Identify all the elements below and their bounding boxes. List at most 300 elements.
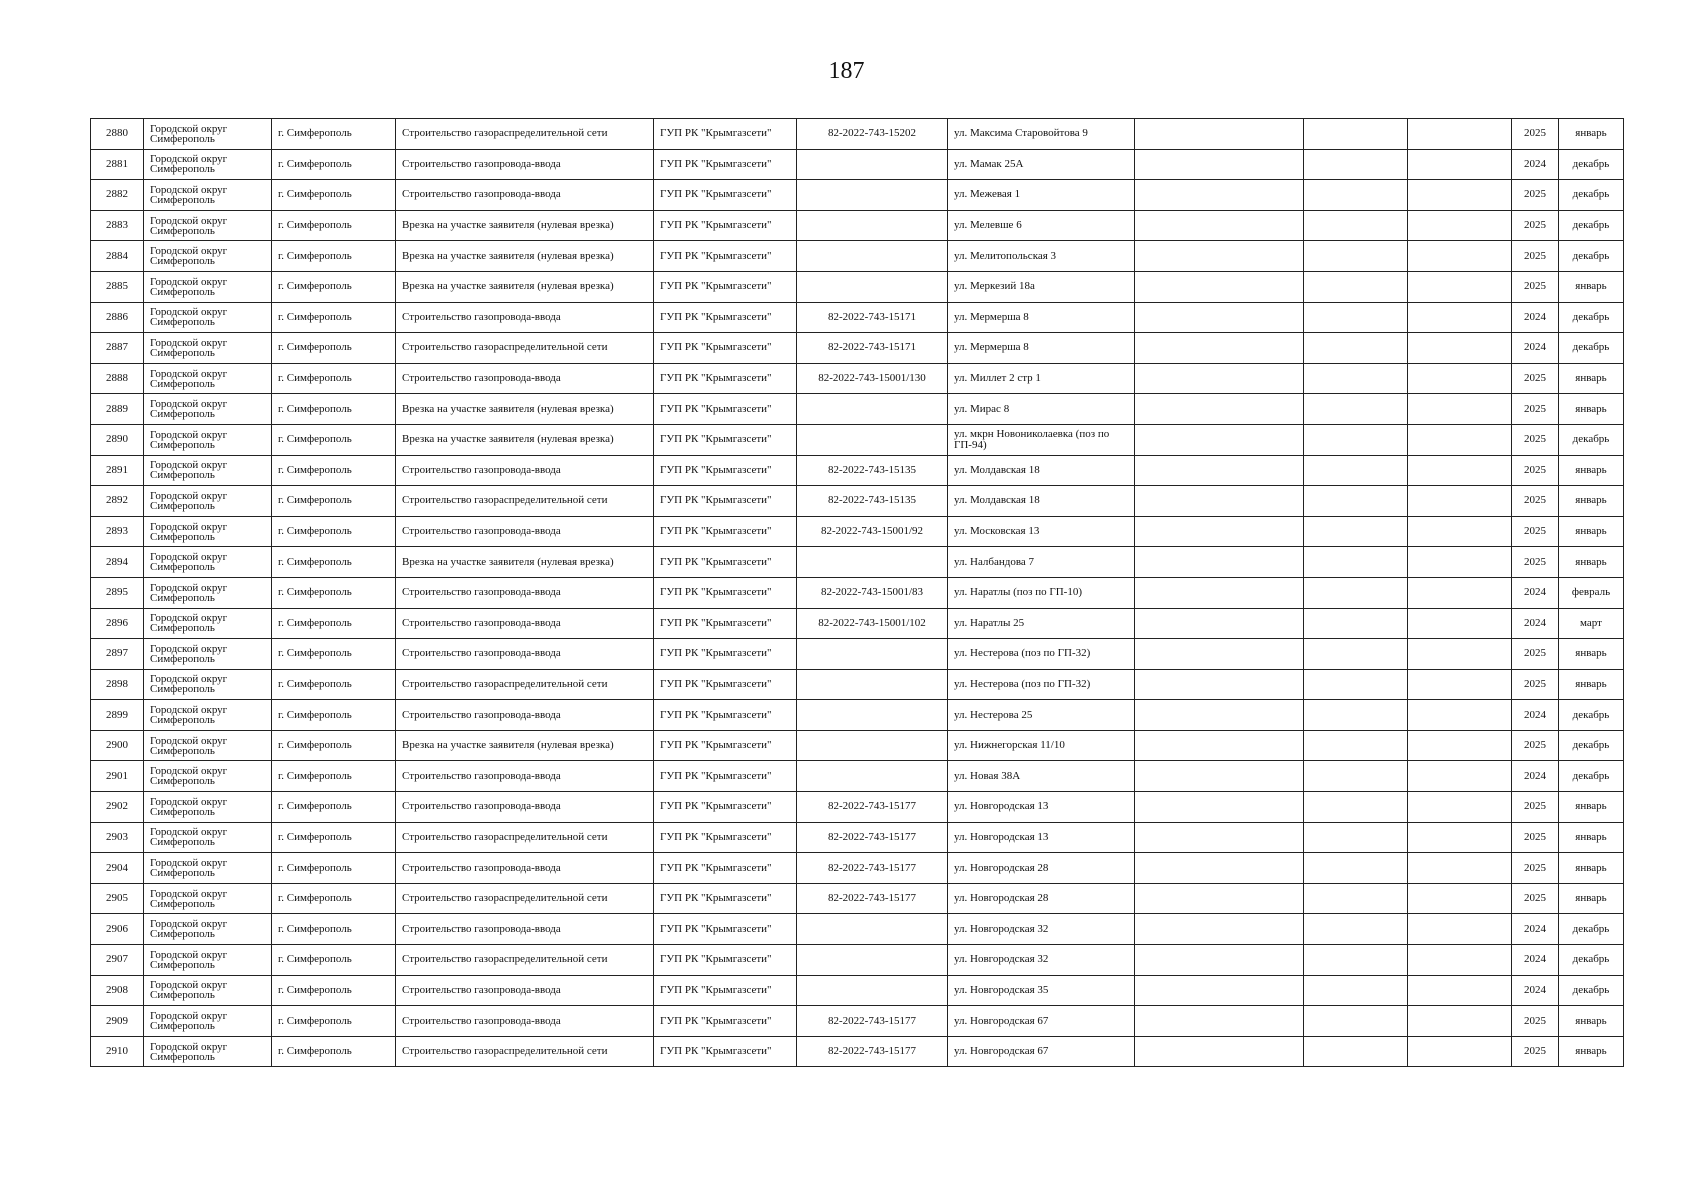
cell-num: 2890 <box>91 424 144 455</box>
cell-addr: ул. Нестерова (поз по ГП-32) <box>948 639 1135 670</box>
cell-city: г. Симферополь <box>272 424 396 455</box>
cell-e1 <box>1135 608 1304 639</box>
cell-year: 2025 <box>1512 547 1559 578</box>
cell-num: 2893 <box>91 516 144 547</box>
cell-org: ГУП РК "Крымгазсети" <box>654 302 797 333</box>
cell-year: 2025 <box>1512 119 1559 150</box>
cell-e2 <box>1304 1006 1408 1037</box>
cell-cad: 82-2022-743-15001/102 <box>797 608 948 639</box>
cell-e2 <box>1304 822 1408 853</box>
cell-e3 <box>1408 853 1512 884</box>
cell-e1 <box>1135 424 1304 455</box>
cell-e1 <box>1135 669 1304 700</box>
cell-work: Строительство газопровода-ввода <box>396 363 654 394</box>
cell-district: Городской округ Симферополь <box>144 333 272 364</box>
cell-work: Врезка на участке заявителя (нулевая врезка) <box>396 424 654 455</box>
cell-district: Городской округ Симферополь <box>144 241 272 272</box>
cell-org: ГУП РК "Крымгазсети" <box>654 516 797 547</box>
cell-e1 <box>1135 1006 1304 1037</box>
cell-org: ГУП РК "Крымгазсети" <box>654 853 797 884</box>
cell-year: 2024 <box>1512 577 1559 608</box>
cell-year: 2024 <box>1512 149 1559 180</box>
cell-month: январь <box>1559 792 1624 823</box>
cell-month: январь <box>1559 394 1624 425</box>
cell-month: март <box>1559 608 1624 639</box>
cell-month: февраль <box>1559 577 1624 608</box>
page-number: 187 <box>828 58 865 84</box>
cell-addr: ул. Максима Старовойтова 9 <box>948 119 1135 150</box>
cell-month: декабрь <box>1559 914 1624 945</box>
cell-month: декабрь <box>1559 210 1624 241</box>
cell-cad: 82-2022-743-15171 <box>797 333 948 364</box>
table-row <box>91 547 1624 578</box>
cell-org: ГУП РК "Крымгазсети" <box>654 333 797 364</box>
cell-e2 <box>1304 883 1408 914</box>
cell-year: 2025 <box>1512 455 1559 486</box>
cell-e3 <box>1408 730 1512 761</box>
cell-addr: ул. Молдавская 18 <box>948 486 1135 517</box>
table-row <box>91 669 1624 700</box>
cell-cad <box>797 945 948 976</box>
cell-year: 2025 <box>1512 792 1559 823</box>
cell-e3 <box>1408 792 1512 823</box>
table-row <box>91 271 1624 302</box>
cell-month: январь <box>1559 639 1624 670</box>
cell-e3 <box>1408 424 1512 455</box>
cell-work: Строительство газораспределительной сети <box>396 822 654 853</box>
cell-e2 <box>1304 945 1408 976</box>
cell-city: г. Симферополь <box>272 210 396 241</box>
cell-e2 <box>1304 1036 1408 1067</box>
cell-e1 <box>1135 333 1304 364</box>
cell-addr: ул. Мермерша 8 <box>948 302 1135 333</box>
cell-work: Врезка на участке заявителя (нулевая врезка) <box>396 394 654 425</box>
cell-cad <box>797 424 948 455</box>
cell-e3 <box>1408 761 1512 792</box>
cell-e2 <box>1304 730 1408 761</box>
cell-work: Строительство газораспределительной сети <box>396 1036 654 1067</box>
cell-work: Строительство газопровода-ввода <box>396 455 654 486</box>
cell-city: г. Симферополь <box>272 547 396 578</box>
cell-work: Строительство газопровода-ввода <box>396 302 654 333</box>
cell-e3 <box>1408 608 1512 639</box>
cell-year: 2025 <box>1512 486 1559 517</box>
cell-e3 <box>1408 363 1512 394</box>
cell-org: ГУП РК "Крымгазсети" <box>654 608 797 639</box>
cell-month: январь <box>1559 853 1624 884</box>
cell-e3 <box>1408 883 1512 914</box>
cell-year: 2025 <box>1512 669 1559 700</box>
cell-work: Строительство газопровода-ввода <box>396 761 654 792</box>
cell-e1 <box>1135 730 1304 761</box>
table-row <box>91 119 1624 150</box>
cell-cad: 82-2022-743-15177 <box>797 822 948 853</box>
cell-e3 <box>1408 119 1512 150</box>
cell-org: ГУП РК "Крымгазсети" <box>654 669 797 700</box>
cell-district: Городской округ Симферополь <box>144 486 272 517</box>
cell-month: январь <box>1559 669 1624 700</box>
cell-org: ГУП РК "Крымгазсети" <box>654 1006 797 1037</box>
cell-org: ГУП РК "Крымгазсети" <box>654 180 797 211</box>
table-row <box>91 424 1624 455</box>
cell-year: 2025 <box>1512 639 1559 670</box>
table-row <box>91 363 1624 394</box>
cell-cad <box>797 700 948 731</box>
cell-month: январь <box>1559 486 1624 517</box>
cell-e2 <box>1304 516 1408 547</box>
cell-city: г. Симферополь <box>272 241 396 272</box>
cell-e3 <box>1408 210 1512 241</box>
cell-year: 2024 <box>1512 761 1559 792</box>
cell-e2 <box>1304 363 1408 394</box>
cell-work: Строительство газопровода-ввода <box>396 639 654 670</box>
cell-num: 2891 <box>91 455 144 486</box>
cell-num: 2898 <box>91 669 144 700</box>
cell-addr: ул. Московская 13 <box>948 516 1135 547</box>
cell-year: 2025 <box>1512 853 1559 884</box>
cell-district: Городской округ Симферополь <box>144 975 272 1006</box>
table-row <box>91 210 1624 241</box>
cell-district: Городской округ Симферополь <box>144 394 272 425</box>
cell-month: январь <box>1559 363 1624 394</box>
cell-addr: ул. Межевая 1 <box>948 180 1135 211</box>
cell-num: 2908 <box>91 975 144 1006</box>
cell-num: 2889 <box>91 394 144 425</box>
cell-num: 2902 <box>91 792 144 823</box>
cell-e1 <box>1135 302 1304 333</box>
cell-cad <box>797 669 948 700</box>
cell-district: Городской округ Симферополь <box>144 761 272 792</box>
table-row <box>91 486 1624 517</box>
cell-city: г. Симферополь <box>272 669 396 700</box>
table-row <box>91 149 1624 180</box>
table-row <box>91 914 1624 945</box>
cell-num: 2887 <box>91 333 144 364</box>
cell-city: г. Симферополь <box>272 761 396 792</box>
cell-district: Городской округ Симферополь <box>144 1006 272 1037</box>
cell-month: декабрь <box>1559 180 1624 211</box>
cell-year: 2025 <box>1512 210 1559 241</box>
cell-month: декабрь <box>1559 700 1624 731</box>
cell-org: ГУП РК "Крымгазсети" <box>654 119 797 150</box>
cell-work: Строительство газопровода-ввода <box>396 608 654 639</box>
cell-e2 <box>1304 149 1408 180</box>
cell-addr: ул. Налбандова 7 <box>948 547 1135 578</box>
cell-work: Строительство газораспределительной сети <box>396 883 654 914</box>
cell-city: г. Симферополь <box>272 914 396 945</box>
cell-addr: ул. Мамак 25А <box>948 149 1135 180</box>
cell-district: Городской округ Симферополь <box>144 271 272 302</box>
cell-month: декабрь <box>1559 149 1624 180</box>
cell-e1 <box>1135 486 1304 517</box>
cell-district: Городской округ Симферополь <box>144 455 272 486</box>
cell-month: январь <box>1559 516 1624 547</box>
cell-e1 <box>1135 149 1304 180</box>
cell-cad: 82-2022-743-15135 <box>797 486 948 517</box>
cell-cad: 82-2022-743-15177 <box>797 1036 948 1067</box>
cell-month: декабрь <box>1559 424 1624 455</box>
table-body <box>91 119 1624 1067</box>
cell-e2 <box>1304 975 1408 1006</box>
cell-work: Строительство газопровода-ввода <box>396 577 654 608</box>
cell-year: 2025 <box>1512 394 1559 425</box>
cell-district: Городской округ Симферополь <box>144 302 272 333</box>
cell-e1 <box>1135 180 1304 211</box>
cell-e3 <box>1408 271 1512 302</box>
cell-e1 <box>1135 1036 1304 1067</box>
cell-city: г. Симферополь <box>272 486 396 517</box>
cell-year: 2025 <box>1512 241 1559 272</box>
cell-city: г. Симферополь <box>272 455 396 486</box>
cell-district: Городской округ Симферополь <box>144 180 272 211</box>
cell-district: Городской округ Симферополь <box>144 210 272 241</box>
cell-e2 <box>1304 608 1408 639</box>
cell-num: 2901 <box>91 761 144 792</box>
cell-addr: ул. Мелитопольская 3 <box>948 241 1135 272</box>
cell-e3 <box>1408 577 1512 608</box>
cell-e3 <box>1408 822 1512 853</box>
cell-e2 <box>1304 577 1408 608</box>
cell-org: ГУП РК "Крымгазсети" <box>654 149 797 180</box>
cell-e2 <box>1304 700 1408 731</box>
cell-e1 <box>1135 822 1304 853</box>
cell-city: г. Симферополь <box>272 883 396 914</box>
cell-city: г. Симферополь <box>272 149 396 180</box>
cell-cad <box>797 639 948 670</box>
cell-city: г. Симферополь <box>272 1006 396 1037</box>
cell-district: Городской округ Симферополь <box>144 577 272 608</box>
cell-num: 2888 <box>91 363 144 394</box>
cell-cad <box>797 914 948 945</box>
cell-cad <box>797 180 948 211</box>
cell-e1 <box>1135 639 1304 670</box>
cell-year: 2025 <box>1512 516 1559 547</box>
cell-e1 <box>1135 547 1304 578</box>
cell-e2 <box>1304 486 1408 517</box>
cell-year: 2024 <box>1512 608 1559 639</box>
cell-e3 <box>1408 241 1512 272</box>
cell-e2 <box>1304 639 1408 670</box>
cell-cad <box>797 149 948 180</box>
cell-num: 2906 <box>91 914 144 945</box>
cell-district: Городской округ Симферополь <box>144 639 272 670</box>
cell-org: ГУП РК "Крымгазсети" <box>654 241 797 272</box>
cell-e1 <box>1135 516 1304 547</box>
cell-city: г. Симферополь <box>272 730 396 761</box>
cell-year: 2025 <box>1512 1036 1559 1067</box>
table-row <box>91 761 1624 792</box>
cell-work: Строительство газопровода-ввода <box>396 149 654 180</box>
cell-city: г. Симферополь <box>272 608 396 639</box>
table-row <box>91 333 1624 364</box>
table-row <box>91 853 1624 884</box>
cell-org: ГУП РК "Крымгазсети" <box>654 455 797 486</box>
cell-e1 <box>1135 700 1304 731</box>
cell-cad: 82-2022-743-15202 <box>797 119 948 150</box>
cell-work: Строительство газораспределительной сети <box>396 669 654 700</box>
table-row <box>91 516 1624 547</box>
cell-e3 <box>1408 180 1512 211</box>
cell-year: 2025 <box>1512 180 1559 211</box>
cell-num: 2880 <box>91 119 144 150</box>
cell-month: декабрь <box>1559 945 1624 976</box>
cell-month: январь <box>1559 883 1624 914</box>
cell-city: г. Симферополь <box>272 700 396 731</box>
cell-e3 <box>1408 945 1512 976</box>
cell-work: Строительство газопровода-ввода <box>396 914 654 945</box>
cell-num: 2903 <box>91 822 144 853</box>
cell-e1 <box>1135 210 1304 241</box>
cell-org: ГУП РК "Крымгазсети" <box>654 822 797 853</box>
cell-org: ГУП РК "Крымгазсети" <box>654 486 797 517</box>
cell-city: г. Симферополь <box>272 271 396 302</box>
cell-e3 <box>1408 669 1512 700</box>
cell-org: ГУП РК "Крымгазсети" <box>654 792 797 823</box>
cell-addr: ул. Новгородская 67 <box>948 1006 1135 1037</box>
cell-e1 <box>1135 975 1304 1006</box>
cell-month: январь <box>1559 822 1624 853</box>
cell-addr: ул. Нестерова (поз по ГП-32) <box>948 669 1135 700</box>
cell-city: г. Симферополь <box>272 516 396 547</box>
cell-e3 <box>1408 516 1512 547</box>
cell-district: Городской округ Симферополь <box>144 883 272 914</box>
cell-month: декабрь <box>1559 975 1624 1006</box>
cell-org: ГУП РК "Крымгазсети" <box>654 394 797 425</box>
cell-e2 <box>1304 669 1408 700</box>
table-row <box>91 577 1624 608</box>
cell-e2 <box>1304 180 1408 211</box>
cell-district: Городской округ Симферополь <box>144 700 272 731</box>
cell-month: январь <box>1559 271 1624 302</box>
cell-addr: ул. Новгородская 35 <box>948 975 1135 1006</box>
cell-city: г. Симферополь <box>272 394 396 425</box>
cell-month: январь <box>1559 1036 1624 1067</box>
table-row <box>91 394 1624 425</box>
cell-addr: ул. Новгородская 13 <box>948 822 1135 853</box>
cell-addr: ул. Мермерша 8 <box>948 333 1135 364</box>
cell-month: декабрь <box>1559 730 1624 761</box>
cell-cad <box>797 730 948 761</box>
cell-e3 <box>1408 455 1512 486</box>
cell-work: Врезка на участке заявителя (нулевая врезка) <box>396 210 654 241</box>
table-row <box>91 1006 1624 1037</box>
cell-month: январь <box>1559 1006 1624 1037</box>
cell-num: 2885 <box>91 271 144 302</box>
cell-num: 2883 <box>91 210 144 241</box>
cell-num: 2896 <box>91 608 144 639</box>
cell-city: г. Симферополь <box>272 333 396 364</box>
registry-table <box>90 118 1624 1067</box>
table-row <box>91 822 1624 853</box>
cell-org: ГУП РК "Крымгазсети" <box>654 730 797 761</box>
cell-e2 <box>1304 302 1408 333</box>
cell-cad: 82-2022-743-15171 <box>797 302 948 333</box>
table-row <box>91 302 1624 333</box>
table-row <box>91 975 1624 1006</box>
cell-city: г. Симферополь <box>272 1036 396 1067</box>
cell-num: 2895 <box>91 577 144 608</box>
cell-work: Врезка на участке заявителя (нулевая врезка) <box>396 271 654 302</box>
cell-work: Строительство газораспределительной сети <box>396 119 654 150</box>
cell-month: декабрь <box>1559 241 1624 272</box>
cell-e3 <box>1408 700 1512 731</box>
cell-city: г. Симферополь <box>272 639 396 670</box>
cell-addr: ул. Меркезий 18а <box>948 271 1135 302</box>
cell-year: 2024 <box>1512 975 1559 1006</box>
cell-month: декабрь <box>1559 333 1624 364</box>
cell-e3 <box>1408 914 1512 945</box>
cell-year: 2024 <box>1512 700 1559 731</box>
cell-num: 2899 <box>91 700 144 731</box>
cell-e2 <box>1304 424 1408 455</box>
cell-e2 <box>1304 210 1408 241</box>
cell-org: ГУП РК "Крымгазсети" <box>654 1036 797 1067</box>
cell-city: г. Симферополь <box>272 822 396 853</box>
cell-addr: ул. Новгородская 28 <box>948 853 1135 884</box>
cell-e2 <box>1304 914 1408 945</box>
cell-num: 2884 <box>91 241 144 272</box>
cell-year: 2024 <box>1512 302 1559 333</box>
cell-year: 2025 <box>1512 424 1559 455</box>
table-row <box>91 180 1624 211</box>
cell-cad <box>797 547 948 578</box>
cell-year: 2025 <box>1512 883 1559 914</box>
cell-num: 2894 <box>91 547 144 578</box>
cell-month: январь <box>1559 455 1624 486</box>
cell-num: 2892 <box>91 486 144 517</box>
cell-work: Врезка на участке заявителя (нулевая врезка) <box>396 241 654 272</box>
cell-district: Городской округ Симферополь <box>144 424 272 455</box>
cell-year: 2025 <box>1512 822 1559 853</box>
cell-cad <box>797 975 948 1006</box>
cell-cad <box>797 210 948 241</box>
table-row <box>91 1036 1624 1067</box>
cell-e2 <box>1304 333 1408 364</box>
cell-city: г. Симферополь <box>272 975 396 1006</box>
cell-cad: 82-2022-743-15177 <box>797 883 948 914</box>
cell-city: г. Симферополь <box>272 363 396 394</box>
cell-work: Врезка на участке заявителя (нулевая врезка) <box>396 730 654 761</box>
cell-city: г. Симферополь <box>272 577 396 608</box>
cell-e1 <box>1135 363 1304 394</box>
cell-org: ГУП РК "Крымгазсети" <box>654 363 797 394</box>
cell-work: Врезка на участке заявителя (нулевая врезка) <box>396 547 654 578</box>
cell-e3 <box>1408 1006 1512 1037</box>
cell-district: Городской округ Симферополь <box>144 363 272 394</box>
cell-city: г. Симферополь <box>272 119 396 150</box>
cell-e2 <box>1304 547 1408 578</box>
cell-e1 <box>1135 945 1304 976</box>
cell-work: Строительство газопровода-ввода <box>396 516 654 547</box>
cell-e1 <box>1135 914 1304 945</box>
cell-org: ГУП РК "Крымгазсети" <box>654 547 797 578</box>
cell-city: г. Симферополь <box>272 180 396 211</box>
cell-cad <box>797 761 948 792</box>
cell-work: Строительство газопровода-ввода <box>396 700 654 731</box>
cell-org: ГУП РК "Крымгазсети" <box>654 945 797 976</box>
cell-e1 <box>1135 853 1304 884</box>
table-row <box>91 700 1624 731</box>
cell-year: 2024 <box>1512 914 1559 945</box>
cell-num: 2882 <box>91 180 144 211</box>
cell-addr: ул. Мирас 8 <box>948 394 1135 425</box>
cell-org: ГУП РК "Крымгазсети" <box>654 577 797 608</box>
cell-work: Строительство газопровода-ввода <box>396 792 654 823</box>
cell-work: Строительство газораспределительной сети <box>396 486 654 517</box>
cell-district: Городской округ Симферополь <box>144 119 272 150</box>
cell-cad <box>797 394 948 425</box>
cell-e1 <box>1135 241 1304 272</box>
